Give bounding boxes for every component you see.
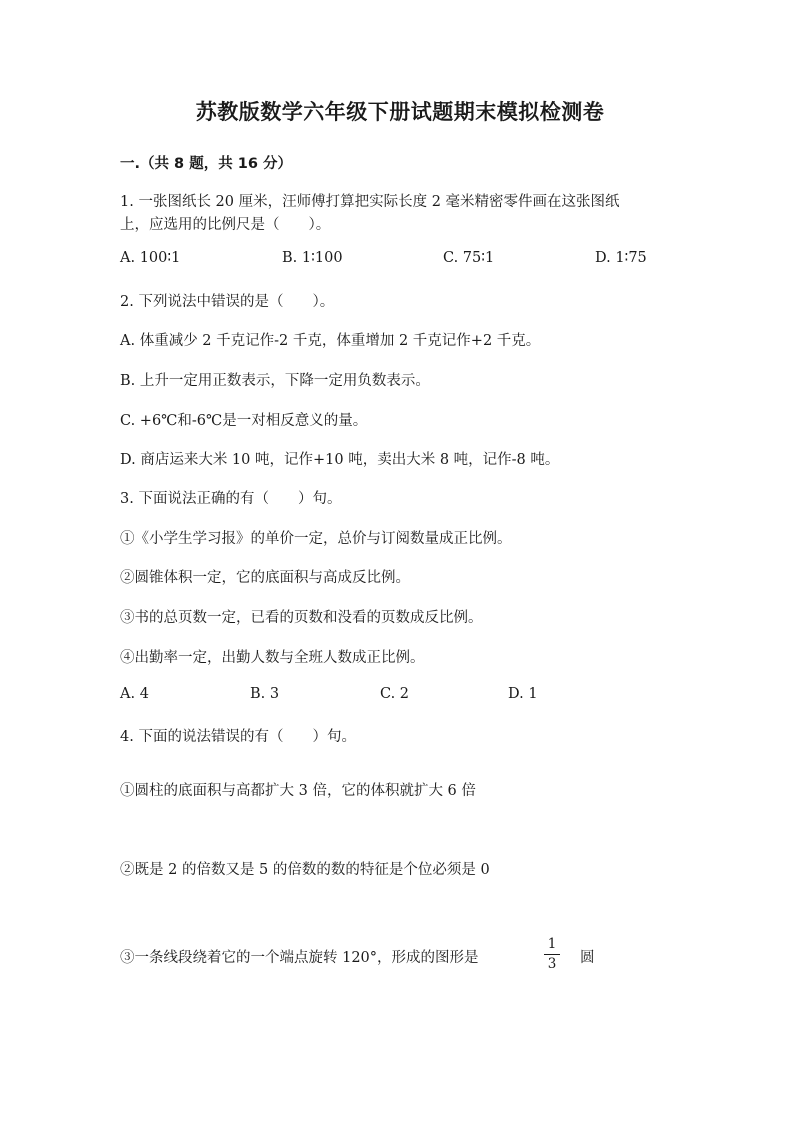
q1-option-c: C. 75∶1: [443, 250, 495, 266]
q4-item-3-suffix: 圆: [580, 950, 595, 966]
q3-item-1: ①《小学生学习报》的单价一定，总价与订阅数量成正比例。: [120, 531, 512, 547]
fraction-numerator: 1: [547, 936, 557, 952]
q2-option-b: B. 上升一定用正数表示，下降一定用负数表示。: [120, 373, 430, 389]
fraction-denominator: 3: [547, 956, 557, 972]
q2-option-c: C. +6℃和-6℃是一对相反意义的量。: [120, 413, 368, 429]
q3-item-4: ④出勤率一定，出勤人数与全班人数成正比例。: [120, 650, 425, 666]
fraction-bar: [544, 954, 560, 955]
q4-item-3-text: ③一条线段绕着它的一个端点旋转 120°，形成的图形是: [120, 950, 479, 966]
q2-option-a: A. 体重减少 2 千克记作-2 千克，体重增加 2 千克记作+2 千克。: [120, 333, 541, 349]
q3-option-a: A. 4: [120, 686, 149, 702]
q3-option-b: B. 3: [250, 686, 280, 702]
q3-item-2: ②圆锥体积一定，它的底面积与高成反比例。: [120, 570, 410, 586]
q1-option-b: B. 1∶100: [282, 250, 343, 266]
q4-item-1: ①圆柱的底面积与高都扩大 3 倍，它的体积就扩大 6 倍: [120, 783, 476, 799]
q1-option-a: A. 100∶1: [120, 250, 181, 266]
q1-option-d: D. 1∶75: [595, 250, 647, 266]
q4-stem: 4. 下面的说法错误的有（ ）句。: [120, 729, 356, 745]
page-title: 苏教版数学六年级下册试题期末模拟检测卷: [195, 100, 605, 124]
q3-stem: 3. 下面说法正确的有（ ）句。: [120, 491, 342, 507]
q3-item-3: ③书的总页数一定，已看的页数和没看的页数成反比例。: [120, 610, 483, 626]
q2-option-d: D. 商店运来大米 10 吨，记作+10 吨，卖出大米 8 吨，记作-8 吨。: [120, 452, 560, 468]
q3-option-d: D. 1: [508, 686, 538, 702]
q2-stem: 2. 下列说法中错误的是（ ）。: [120, 294, 335, 310]
q1-stem-line1: 1. 一张图纸长 20 厘米，汪师傅打算把实际长度 2 毫米精密零件画在这张图纸: [120, 194, 620, 210]
q1-stem-line2: 上，应选用的比例尺是（ ）。: [120, 217, 331, 233]
q4-item-2: ②既是 2 的倍数又是 5 的倍数的数的特征是个位必须是 0: [120, 862, 490, 878]
q3-option-c: C. 2: [380, 686, 410, 702]
fraction-one-third: [544, 937, 560, 972]
section-heading: 一.（共 8 题，共 16 分）: [120, 156, 292, 172]
